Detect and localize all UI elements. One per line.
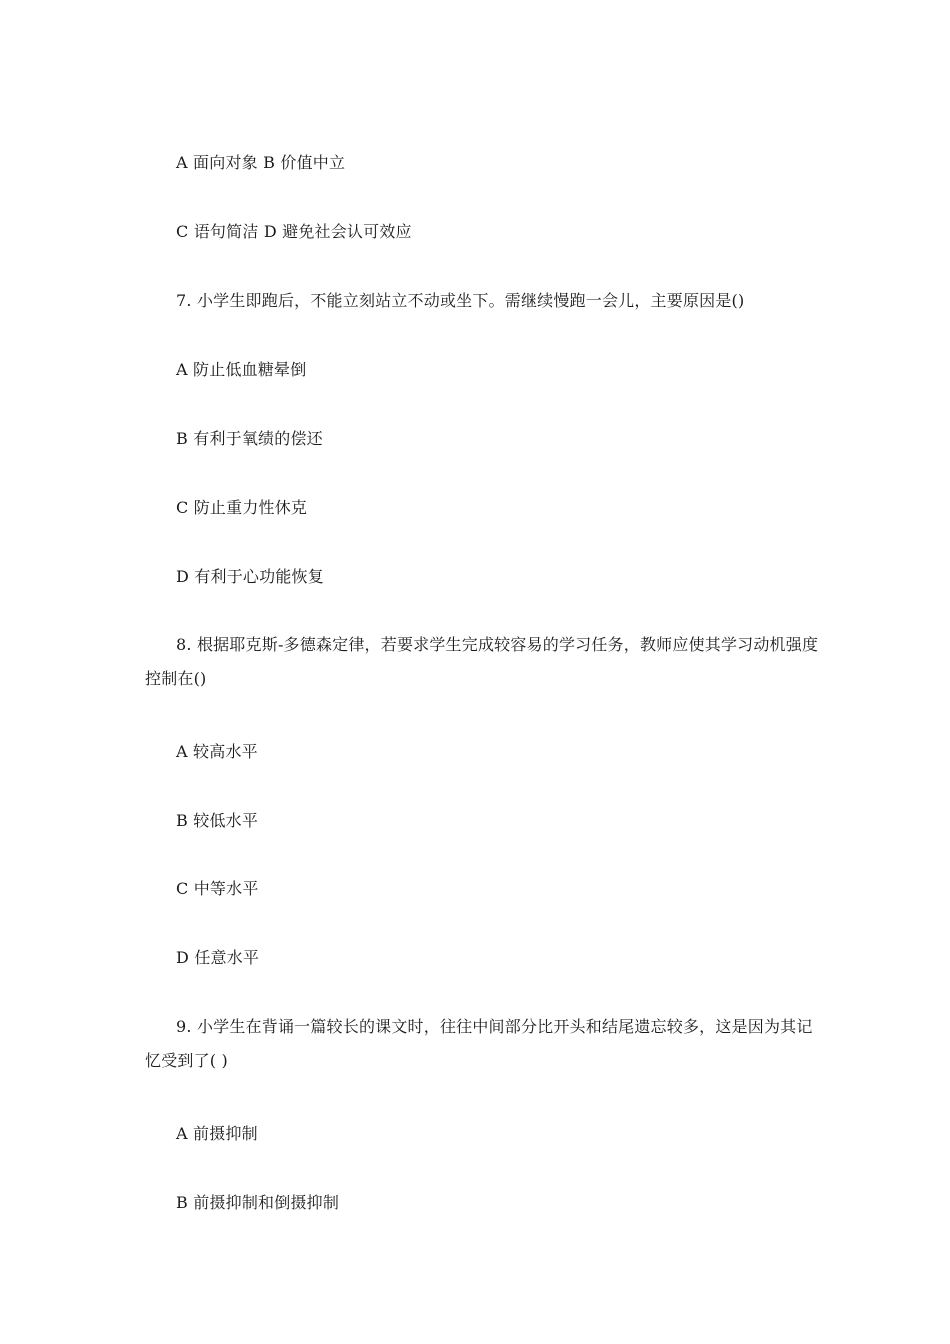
question-8-option-d: D 任意水平	[176, 948, 260, 967]
question-9-text-block	[145, 1010, 825, 1078]
prev-options-line-1: A 面向对象 B 价值中立	[176, 153, 346, 172]
question-8-text: 8. 根据耶克斯-多德森定律，若要求学生完成较容易的学习任务，教师应使其学习动机强度控制在()	[145, 635, 819, 688]
question-7-text: 7. 小学生即跑后，不能立刻站立不动或坐下。需继续慢跑一会儿，主要原因是()	[176, 291, 745, 310]
question-7-option-d: D 有利于心功能恢复	[176, 567, 324, 586]
question-7-option-c: C 防止重力性休克	[176, 498, 308, 517]
question-9-option-b: B 前摄抑制和倒摄抑制	[176, 1193, 340, 1212]
question-9-option-a: A 前摄抑制	[176, 1124, 258, 1143]
question-9-text: 9. 小学生在背诵一篇较长的课文时，往往中间部分比开头和结尾遗忘较多，这是因为其记忆受到了( )	[145, 1017, 813, 1070]
question-7-option-a: A 防止低血糖晕倒	[176, 360, 307, 379]
question-8-option-b: B 较低水平	[176, 811, 259, 830]
question-7-option-b: B 有利于氧绩的偿还	[176, 429, 323, 448]
question-8-option-a: A 较高水平	[176, 742, 258, 761]
question-8-option-c: C 中等水平	[176, 879, 259, 898]
prev-options-line-2: C 语句简洁 D 避免社会认可效应	[176, 222, 412, 241]
question-8-text-block	[145, 628, 825, 696]
